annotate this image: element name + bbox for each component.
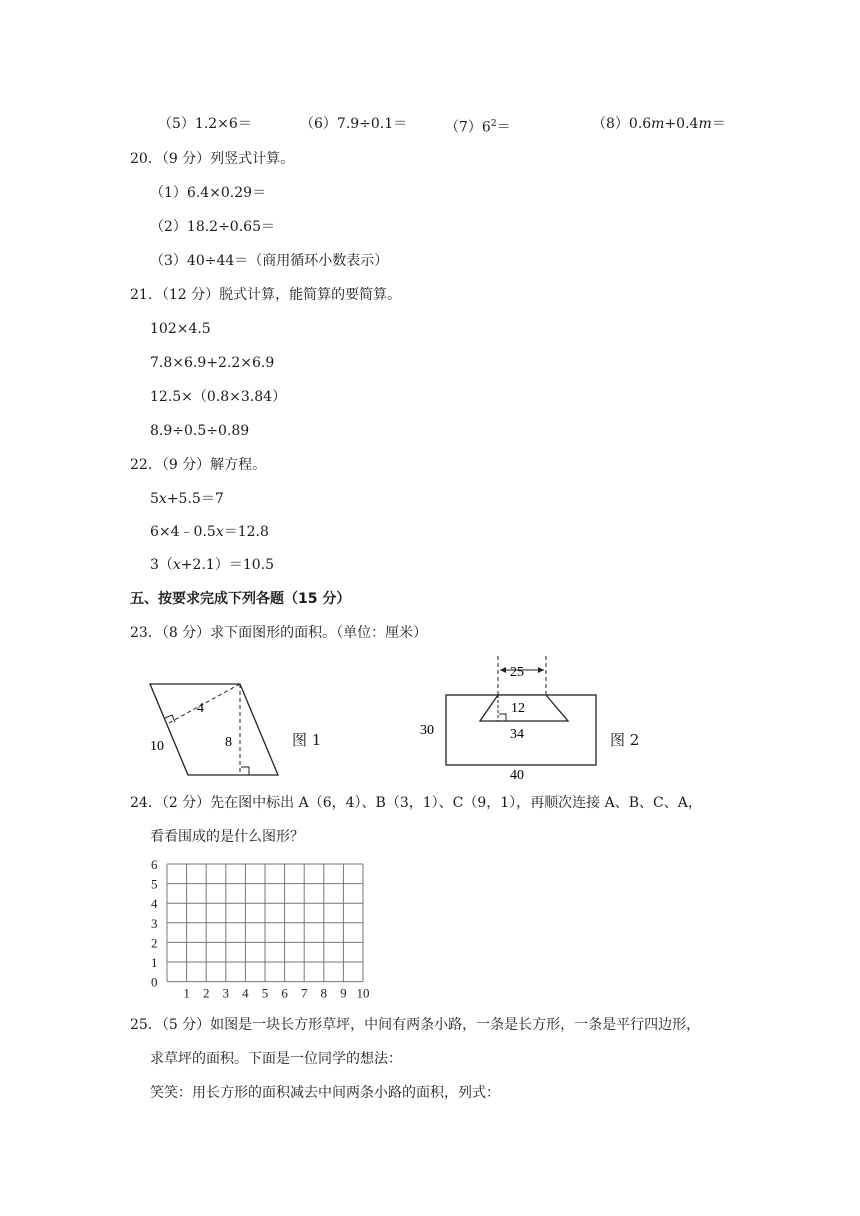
- grid-x-label: 8: [320, 985, 328, 1001]
- grid-x-label: 9: [340, 985, 347, 1001]
- grid-y-label: 6: [151, 857, 158, 872]
- coordinate-grid: [145, 856, 375, 1006]
- fig1-label-10: 10: [150, 739, 164, 754]
- problem-8: （8）0.6m+0.4m＝: [592, 116, 726, 132]
- grid-x-label: 7: [300, 985, 308, 1001]
- fig2-label-25: 25: [510, 665, 524, 680]
- grid-x-label: 1: [183, 985, 190, 1001]
- q21-item-4: 8.9÷0.5÷0.89: [150, 423, 250, 439]
- fig2-label-40: 40: [510, 768, 524, 783]
- fig1-label-4: 4: [197, 701, 204, 716]
- q22-title: 22．（9 分）解方程。: [130, 457, 267, 473]
- grid-x-label: 10: [356, 985, 370, 1001]
- fig2-caption: 图 2: [610, 731, 640, 749]
- q24-line-1: 24．（2 分）先在图中标出 A（6，4）、B（3，1）、C（9，1），再顺次连接 A、B、C、A，: [130, 795, 702, 811]
- fig2-label-12: 12: [511, 701, 525, 716]
- figure-1-parallelogram: [145, 672, 345, 784]
- q20-item-3: （3）40÷44＝（商用循环小数表示）: [150, 253, 389, 269]
- fig1-label-8: 8: [225, 735, 232, 750]
- grid-y-label: 1: [151, 955, 158, 970]
- problem-5: （5）1.2×6＝: [158, 116, 252, 132]
- grid-x-label: 6: [281, 985, 288, 1001]
- q25-line-1: 25．（5 分）如图是一块长方形草坪，中间有两条小路，一条是长方形，一条是平行四边形，: [130, 1017, 701, 1033]
- grid-x-label: 2: [202, 985, 210, 1001]
- grid-y-label: 2: [151, 935, 158, 951]
- section-5-heading: 五、按要求完成下列各题（15 分）: [130, 591, 351, 607]
- q22-eq-2: 6×4﹣0.5x＝12.8: [150, 524, 269, 540]
- problem-7: $(7)6^2=$: [445, 119, 511, 136]
- q20-item-2: （2）18.2÷0.65＝: [150, 219, 275, 235]
- grid-x-label: 5: [261, 985, 269, 1001]
- grid-x-label: 4: [242, 985, 249, 1001]
- q21-item-3: 12.5×（0.8×3.84）: [150, 389, 287, 405]
- q23-title: 23．（8 分）求下面图形的面积。（单位：厘米）: [130, 625, 428, 641]
- fig2-label-34: 34: [510, 727, 524, 742]
- q25-line-3: 笑笑：用长方形的面积减去中间两条小路的面积，列式：: [150, 1085, 500, 1101]
- grid-x-label: 3: [222, 985, 230, 1001]
- grid-y-label: 4: [151, 896, 158, 912]
- q20-item-1: （1）6.4×0.29＝: [150, 185, 267, 201]
- q21-title: 21．（12 分）脱式计算，能简算的要简算。: [130, 287, 402, 303]
- figure-2-rectangle: [418, 650, 638, 785]
- q22-eq-1: 5x+5.5＝7: [150, 491, 224, 507]
- q21-item-1: 102×4.5: [150, 321, 211, 337]
- grid-y-label: 5: [151, 876, 158, 892]
- grid-y-label: 3: [151, 915, 158, 931]
- grid-y-label: 0: [151, 974, 158, 990]
- q21-item-2: 7.8×6.9+2.2×6.9: [150, 355, 275, 371]
- q25-line-2: 求草坪的面积。下面是一位同学的想法：: [150, 1051, 402, 1067]
- fig2-label-30: 30: [420, 723, 434, 738]
- q24-line-2: 看看围成的是什么图形？: [150, 829, 304, 845]
- problem-6: （6）7.9÷0.1＝: [300, 116, 408, 132]
- q20-title: 20．（9 分）列竖式计算。: [130, 151, 295, 167]
- fig1-caption: 图 1: [292, 731, 322, 749]
- q22-eq-3: 3（x+2.1）＝10.5: [150, 557, 274, 573]
